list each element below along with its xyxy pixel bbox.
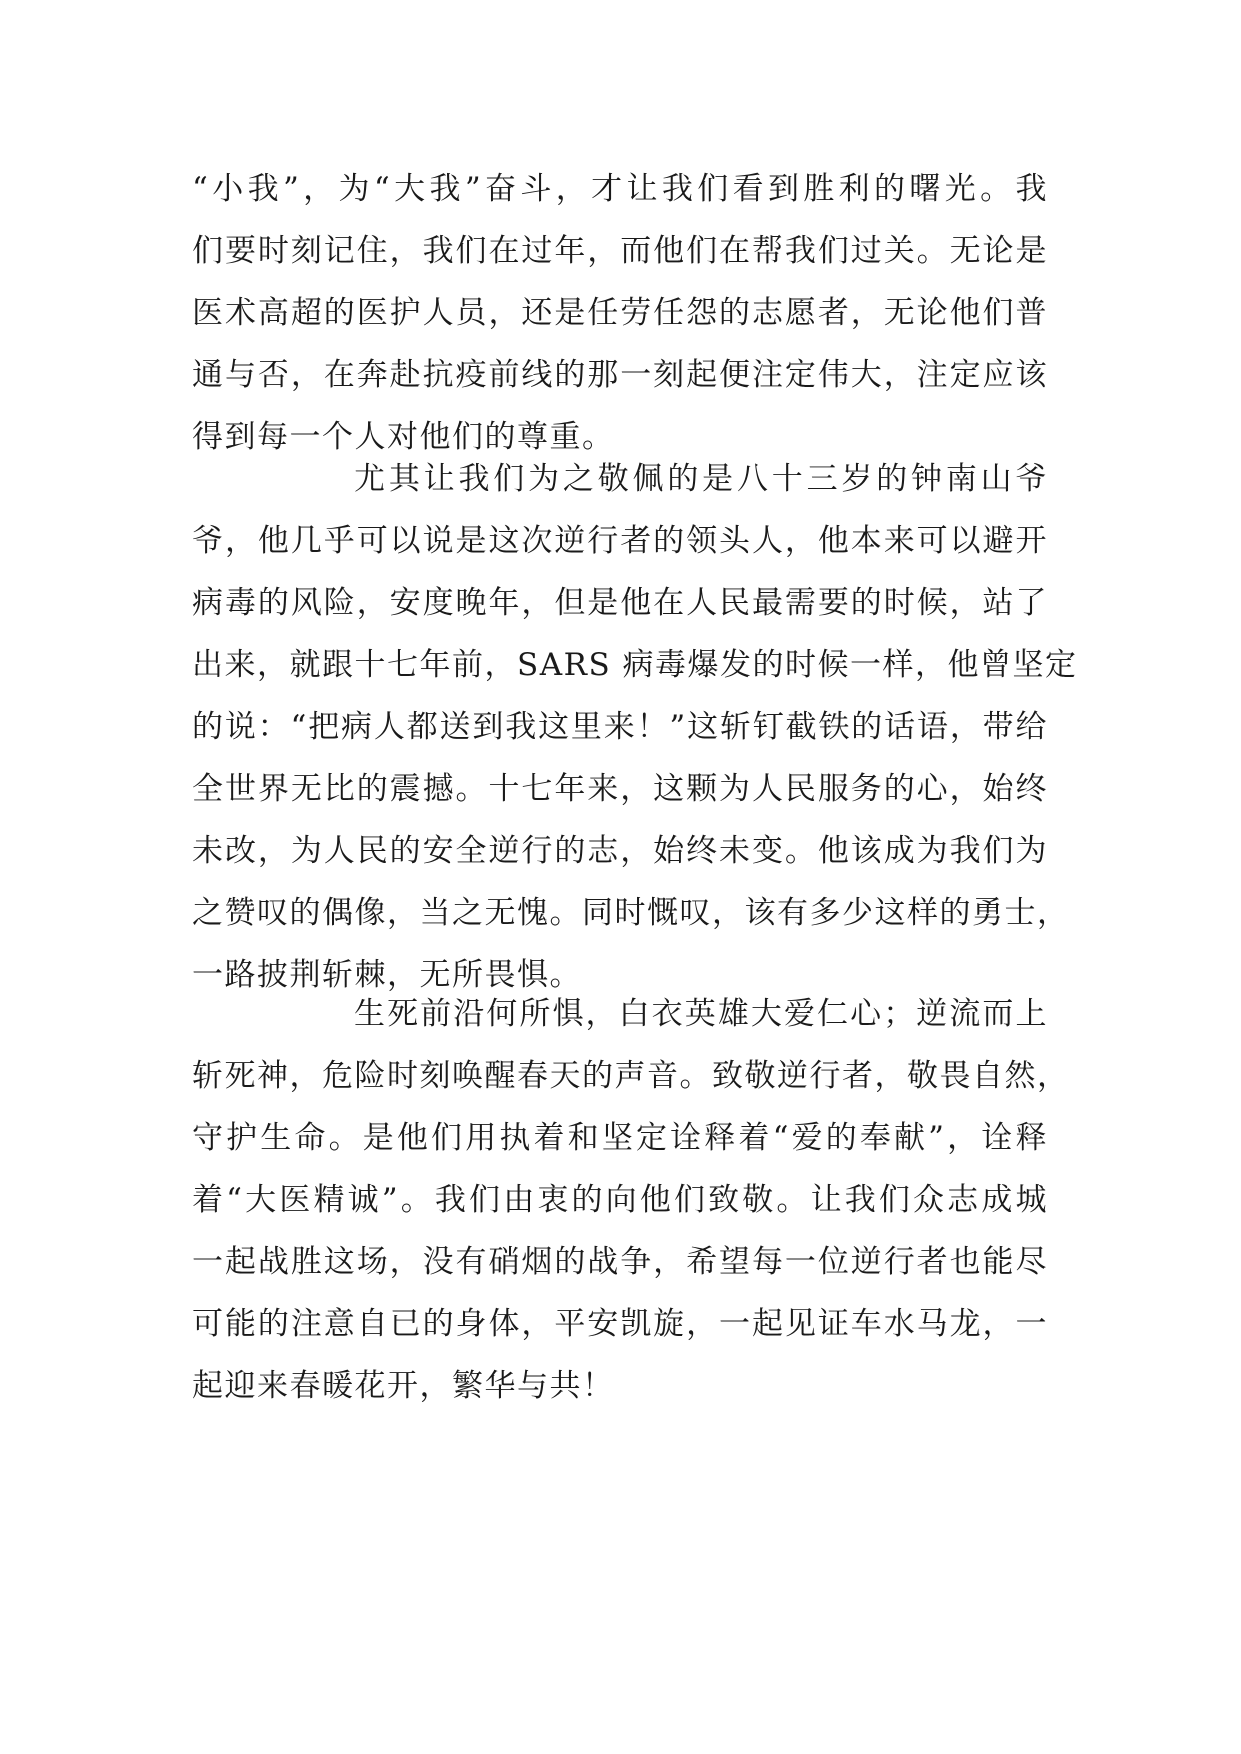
paragraph-line: 爷，他几乎可以说是这次逆行者的领头人，他本来可以避开 <box>192 523 1048 559</box>
paragraph-line: 起迎来春暖花开，繁华与共！ <box>192 1368 615 1404</box>
paragraph-line: 未改，为人民的安全逆行的志，始终未变。他该成为我们为 <box>192 833 1048 869</box>
paragraph-line: 通与否，在奔赴抗疫前线的那一刻起便注定伟大，注定应该 <box>192 357 1048 393</box>
paragraph-line: 斩死神，危险时刻唤醒春天的声音。致敬逆行者，敬畏自然， <box>192 1058 1070 1094</box>
paragraph-line: 生死前沿何所惧，白衣英雄大爱仁心；逆流而上 <box>354 996 1048 1032</box>
paragraph-line: 一路披荆斩棘，无所畏惧。 <box>192 957 582 993</box>
paragraph-1 <box>192 158 1048 468</box>
paragraph-line: 出来，就跟十七年前，SARS 病毒爆发的时候一样，他曾坚定 <box>192 647 1078 683</box>
paragraph-line: 着“大医精诚”。我们由衷的向他们致敬。让我们众志成城 <box>192 1182 1048 1218</box>
paragraph-line: 守护生命。是他们用执着和坚定诠释着“爱的奉献”，诠释 <box>192 1120 1048 1156</box>
paragraph-line: 病毒的风险，安度晚年，但是他在人民最需要的时候，站了 <box>192 585 1048 621</box>
paragraph-line: 之赞叹的偶像，当之无愧。同时慨叹，该有多少这样的勇士， <box>192 895 1070 931</box>
paragraph-line: 可能的注意自已的身体，平安凯旋，一起见证车水马龙，一 <box>192 1306 1048 1342</box>
paragraph-line: 尤其让我们为之敬佩的是八十三岁的钟南山爷 <box>354 461 1048 497</box>
paragraph-2 <box>192 448 1078 1006</box>
paragraph-line: 们要时刻记住，我们在过年，而他们在帮我们过关。无论是 <box>192 233 1048 269</box>
paragraph-line: 一起战胜这场，没有硝烟的战争，希望每一位逆行者也能尽 <box>192 1244 1048 1280</box>
paragraph-line: 全世界无比的震撼。十七年来，这颗为人民服务的心，始终 <box>192 771 1048 807</box>
paragraph-line: 医术高超的医护人员，还是任劳任怨的志愿者，无论他们普 <box>192 295 1048 331</box>
paragraph-line: 得到每一个人对他们的尊重。 <box>192 419 615 455</box>
paragraph-line: “小我”，为“大我”奋斗，才让我们看到胜利的曙光。我 <box>192 171 1048 207</box>
paragraph-line: 的说：“把病人都送到我这里来！”这斩钉截铁的话语，带给 <box>192 709 1048 745</box>
paragraph-3 <box>192 983 1070 1417</box>
